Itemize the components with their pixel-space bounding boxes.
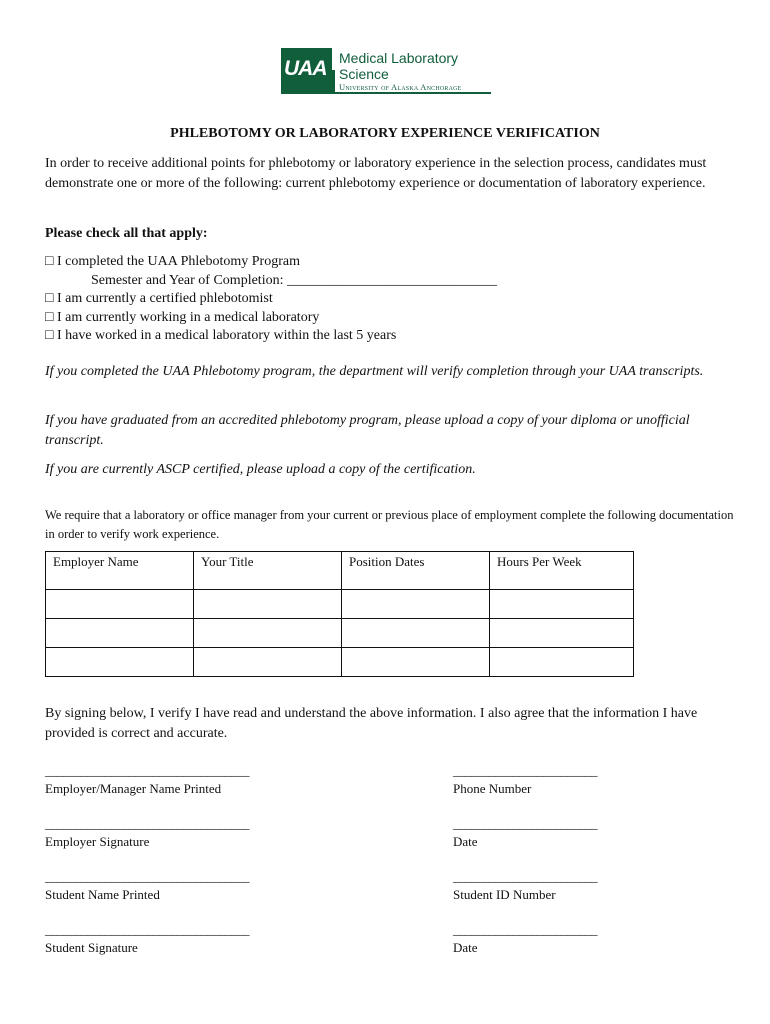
logo-underline	[281, 92, 491, 94]
table-cell[interactable]	[194, 619, 342, 648]
student-id-field	[453, 869, 597, 903]
logo-university: University of Alaska Anchorage	[339, 82, 462, 92]
table-cell[interactable]	[342, 590, 490, 619]
col-position-dates: Position Dates	[342, 552, 490, 590]
signature-line[interactable]: ________________________	[453, 922, 597, 937]
table-row	[46, 619, 634, 648]
student-signature-field	[45, 922, 249, 956]
table-cell[interactable]	[46, 619, 194, 648]
table-header-row	[46, 552, 634, 590]
checklist-heading: Please check all that apply:	[45, 226, 208, 241]
completion-semester-field[interactable]: Semester and Year of Completion: ______________________________	[91, 272, 497, 288]
table-cell[interactable]	[46, 648, 194, 677]
phone-number-label: Phone Number	[453, 781, 532, 796]
col-your-title: Your Title	[194, 552, 342, 590]
employer-signature-field	[45, 816, 249, 850]
note-ascp: If you are currently ASCP certified, please upload a copy of the certification.	[45, 462, 476, 477]
employer-signature-label: Employer Signature	[45, 834, 150, 849]
employment-table	[45, 551, 634, 677]
student-signature-label: Student Signature	[45, 940, 138, 955]
student-id-label: Student ID Number	[453, 887, 556, 902]
checkbox-option-working-lab[interactable]: □ I am currently working in a medical laboratory	[45, 309, 320, 325]
uaa-logo	[281, 48, 493, 98]
signature-line[interactable]: __________________________________	[45, 763, 249, 778]
checklist	[45, 253, 497, 346]
table-cell[interactable]	[46, 590, 194, 619]
intro-paragraph: In order to receive additional points for phlebotomy or laboratory experience in the selection process, candidates must demonstrate one or more of the following: current phlebotomy experience or documentation of laboratory experience.	[45, 156, 707, 191]
student-date-field	[453, 922, 597, 956]
table-cell[interactable]	[194, 590, 342, 619]
signature-line[interactable]: __________________________________	[45, 922, 249, 937]
logo-program-name: Medical Laboratory	[339, 50, 459, 66]
signature-line[interactable]: __________________________________	[45, 869, 249, 884]
student-name-label: Student Name Printed	[45, 887, 160, 902]
employer-name-field	[45, 763, 249, 797]
table-cell[interactable]	[490, 619, 634, 648]
signature-line[interactable]: ________________________	[453, 763, 597, 778]
employer-name-label: Employer/Manager Name Printed	[45, 781, 222, 796]
student-name-field	[45, 869, 249, 903]
employer-date-field	[453, 816, 597, 850]
col-employer-name: Employer Name	[46, 552, 194, 590]
note-uaa-program: If you completed the UAA Phlebotomy program, the department will verify completion through your UAA transcripts.	[45, 364, 704, 379]
table-cell[interactable]	[342, 619, 490, 648]
page-title: PHLEBOTOMY OR LABORATORY EXPERIENCE VERIFICATION	[170, 126, 600, 141]
checkbox-option-worked-lab[interactable]: □ I have worked in a medical laboratory within the last 5 years	[45, 328, 397, 343]
col-hours-per-week: Hours Per Week	[490, 552, 634, 590]
logo-divider	[332, 70, 335, 94]
table-row	[46, 590, 634, 619]
checkbox-option-certified[interactable]: □ I am currently a certified phlebotomist	[45, 291, 273, 306]
signature-line[interactable]: __________________________________	[45, 816, 249, 831]
signing-statement: By signing below, I verify I have read and understand the above information. I also agree that the information I have provided is correct and accurate.	[45, 706, 698, 741]
logo-program-name-2: Science	[339, 66, 389, 82]
phone-number-field	[453, 763, 597, 797]
table-cell[interactable]	[490, 648, 634, 677]
student-date-label: Date	[453, 940, 478, 955]
table-cell[interactable]	[342, 648, 490, 677]
logo-mark	[281, 48, 332, 94]
signature-line[interactable]: ________________________	[453, 869, 597, 884]
checkbox-option-uaa-program[interactable]: □ I completed the UAA Phlebotomy Program	[45, 254, 300, 269]
requirement-paragraph: We require that a laboratory or office manager from your current or previous place of employment complete the following documentation in order to verify work experience.	[45, 508, 734, 541]
table-row	[46, 648, 634, 677]
employer-date-label: Date	[453, 834, 478, 849]
logo-abbr: UAA	[284, 57, 327, 80]
note-accredited-program: If you have graduated from an accredited phlebotomy program, please upload a copy of your diploma or unofficial transcript.	[45, 413, 690, 448]
table-cell[interactable]	[194, 648, 342, 677]
table-cell[interactable]	[490, 590, 634, 619]
signature-line[interactable]: ________________________	[453, 816, 597, 831]
